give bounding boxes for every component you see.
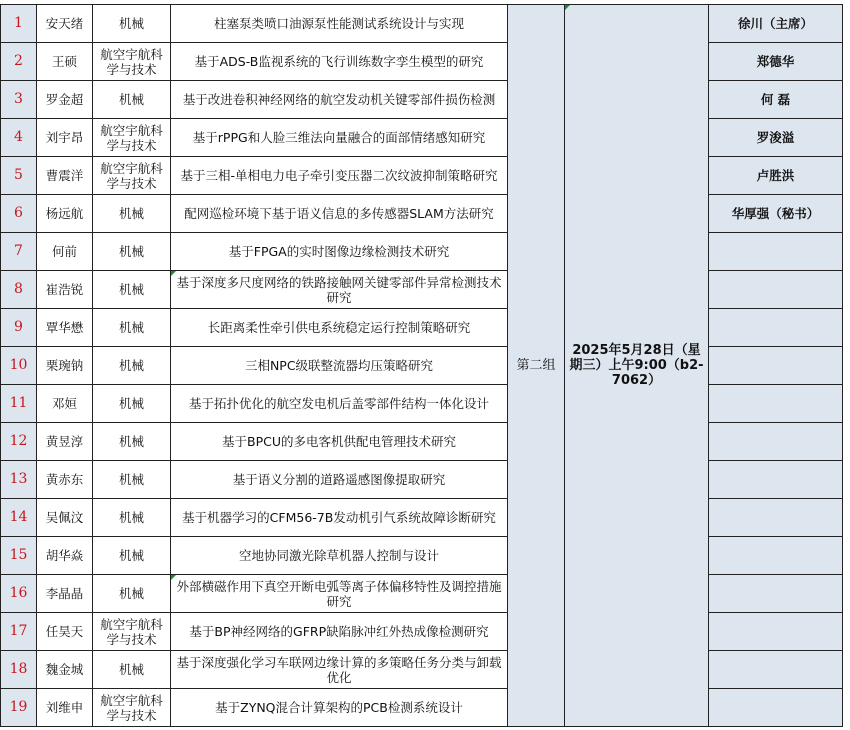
thesis-title-cell[interactable]: 基于ADS-B监视系统的飞行训练数字孪生模型的研究 (171, 43, 508, 81)
student-name-cell[interactable]: 胡华焱 (37, 537, 93, 575)
table-row (1, 233, 843, 271)
committee-member-cell[interactable] (709, 385, 843, 423)
defense-schedule-table (0, 4, 843, 727)
row-number-cell[interactable]: 8 (1, 271, 37, 309)
table-row (1, 119, 843, 157)
committee-member-cell[interactable]: 何 磊 (709, 81, 843, 119)
thesis-title-cell[interactable]: 基于FPGA的实时图像边缘检测技术研究 (171, 233, 508, 271)
student-name-cell[interactable]: 刘宇昂 (37, 119, 93, 157)
row-number-cell[interactable]: 2 (1, 43, 37, 81)
student-name-cell[interactable]: 罗金超 (37, 81, 93, 119)
committee-member-cell[interactable]: 徐川（主席） (709, 5, 843, 43)
table-row (1, 309, 843, 347)
table-row (1, 689, 843, 727)
table-row (1, 81, 843, 119)
thesis-title-cell[interactable]: 基于ZYNQ混合计算架构的PCB检测系统设计 (171, 689, 508, 727)
student-name-cell[interactable]: 李晶晶 (37, 575, 93, 613)
row-number-cell[interactable]: 14 (1, 499, 37, 537)
major-cell[interactable]: 机械 (93, 81, 171, 119)
committee-member-cell[interactable] (709, 347, 843, 385)
row-number-cell[interactable]: 18 (1, 651, 37, 689)
thesis-title-cell[interactable]: 配网巡检环境下基于语义信息的多传感器SLAM方法研究 (171, 195, 508, 233)
committee-member-cell[interactable] (709, 309, 843, 347)
row-number-cell[interactable]: 19 (1, 689, 37, 727)
student-name-cell[interactable]: 黄赤东 (37, 461, 93, 499)
row-number-cell[interactable]: 17 (1, 613, 37, 651)
row-number-cell[interactable]: 10 (1, 347, 37, 385)
student-name-cell[interactable]: 吴佩汶 (37, 499, 93, 537)
row-number-cell[interactable]: 11 (1, 385, 37, 423)
table-row (1, 423, 843, 461)
thesis-title-cell[interactable]: 基于三相-单相电力电子牵引变压器二次纹波抑制策略研究 (171, 157, 508, 195)
major-cell[interactable]: 机械 (93, 385, 171, 423)
table-row (1, 613, 843, 651)
row-number-cell[interactable]: 13 (1, 461, 37, 499)
major-cell[interactable]: 机械 (93, 5, 171, 43)
thesis-title-cell[interactable]: 空地协同激光除草机器人控制与设计 (171, 537, 508, 575)
row-number-cell[interactable]: 4 (1, 119, 37, 157)
committee-member-cell[interactable] (709, 461, 843, 499)
committee-member-cell[interactable]: 郑德华 (709, 43, 843, 81)
row-number-cell[interactable]: 15 (1, 537, 37, 575)
student-name-cell[interactable]: 崔浩锐 (37, 271, 93, 309)
committee-member-cell[interactable] (709, 537, 843, 575)
student-name-cell[interactable]: 安天绪 (37, 5, 93, 43)
table-row (1, 651, 843, 689)
major-cell[interactable]: 机械 (93, 195, 171, 233)
student-name-cell[interactable]: 杨远航 (37, 195, 93, 233)
student-name-cell[interactable]: 何前 (37, 233, 93, 271)
student-name-cell[interactable]: 曹震洋 (37, 157, 93, 195)
committee-member-cell[interactable]: 华厚强（秘书） (709, 195, 843, 233)
thesis-title-cell[interactable]: 基于改进卷积神经网络的航空发动机关键零部件损伤检测 (171, 81, 508, 119)
committee-member-cell[interactable] (709, 499, 843, 537)
major-cell[interactable]: 机械 (93, 347, 171, 385)
committee-member-cell[interactable] (709, 575, 843, 613)
table-row (1, 157, 843, 195)
student-name-cell[interactable]: 覃华懋 (37, 309, 93, 347)
committee-member-cell[interactable] (709, 423, 843, 461)
committee-member-cell[interactable] (709, 613, 843, 651)
major-cell[interactable]: 机械 (93, 461, 171, 499)
committee-member-cell[interactable] (709, 689, 843, 727)
major-cell[interactable]: 机械 (93, 499, 171, 537)
thesis-title-cell[interactable]: 基于语义分割的道路遥感图像提取研究 (171, 461, 508, 499)
thesis-title-cell[interactable]: 基于机器学习的CFM56-7B发动机引气系统故障诊断研究 (171, 499, 508, 537)
table-row (1, 5, 843, 43)
student-name-cell[interactable]: 黄昱淳 (37, 423, 93, 461)
row-number-cell[interactable]: 7 (1, 233, 37, 271)
major-cell[interactable]: 航空宇航科学与技术 (93, 157, 171, 195)
table-row (1, 195, 843, 233)
committee-member-cell[interactable] (709, 271, 843, 309)
thesis-title-cell[interactable]: 柱塞泵类喷口油源泵性能测试系统设计与实现 (171, 5, 508, 43)
defense-time-cell[interactable]: 2025年5月28日（星期三）上午9:00（b2-7062） (565, 5, 709, 727)
thesis-title-cell[interactable]: 基于BP神经网络的GFRP缺陷脉冲红外热成像检测研究 (171, 613, 508, 651)
row-number-cell[interactable]: 16 (1, 575, 37, 613)
student-name-cell[interactable]: 王硕 (37, 43, 93, 81)
group-cell[interactable]: 第二组 (508, 5, 565, 727)
student-name-cell[interactable]: 刘维申 (37, 689, 93, 727)
table-row (1, 499, 843, 537)
thesis-title-cell[interactable]: 基于深度强化学习车联网边缘计算的多策略任务分类与卸载优化 (171, 651, 508, 689)
table-row (1, 43, 843, 81)
committee-member-cell[interactable]: 罗浚溢 (709, 119, 843, 157)
student-name-cell[interactable]: 任昊天 (37, 613, 93, 651)
thesis-title-cell[interactable]: 三相NPC级联整流器均压策略研究 (171, 347, 508, 385)
thesis-title-cell[interactable]: 外部横磁作用下真空开断电弧等离子体偏移特性及调控措施研究 (171, 575, 508, 613)
major-cell[interactable]: 机械 (93, 575, 171, 613)
major-cell[interactable]: 机械 (93, 271, 171, 309)
major-cell[interactable]: 航空宇航科学与技术 (93, 119, 171, 157)
row-number-cell[interactable]: 9 (1, 309, 37, 347)
row-number-cell[interactable]: 6 (1, 195, 37, 233)
table-row (1, 537, 843, 575)
committee-member-cell[interactable]: 卢胜洪 (709, 157, 843, 195)
thesis-title-cell[interactable]: 基于rPPG和人脸三维法向量融合的面部情绪感知研究 (171, 119, 508, 157)
major-cell[interactable]: 机械 (93, 233, 171, 271)
major-cell[interactable]: 机械 (93, 423, 171, 461)
thesis-title-cell[interactable]: 长距离柔性牵引供电系统稳定运行控制策略研究 (171, 309, 508, 347)
major-cell[interactable]: 航空宇航科学与技术 (93, 689, 171, 727)
thesis-title-cell[interactable]: 基于深度多尺度网络的铁路接触网关键零部件异常检测技术研究 (171, 271, 508, 309)
table-body (1, 5, 843, 727)
thesis-title-cell[interactable]: 基于拓扑优化的航空发电机后盖零部件结构一体化设计 (171, 385, 508, 423)
table-row (1, 575, 843, 613)
table-row (1, 385, 843, 423)
committee-member-cell[interactable] (709, 651, 843, 689)
table-row (1, 271, 843, 309)
row-number-cell[interactable]: 1 (1, 5, 37, 43)
row-number-cell[interactable]: 12 (1, 423, 37, 461)
thesis-title-cell[interactable]: 基于BPCU的多电客机供配电管理技术研究 (171, 423, 508, 461)
major-cell[interactable]: 航空宇航科学与技术 (93, 613, 171, 651)
table-row (1, 461, 843, 499)
major-cell[interactable]: 机械 (93, 651, 171, 689)
major-cell[interactable]: 机械 (93, 309, 171, 347)
row-number-cell[interactable]: 3 (1, 81, 37, 119)
student-name-cell[interactable]: 栗琬钠 (37, 347, 93, 385)
student-name-cell[interactable]: 邓姮 (37, 385, 93, 423)
major-cell[interactable]: 机械 (93, 537, 171, 575)
student-name-cell[interactable]: 魏金城 (37, 651, 93, 689)
table-row (1, 347, 843, 385)
committee-member-cell[interactable] (709, 233, 843, 271)
row-number-cell[interactable]: 5 (1, 157, 37, 195)
major-cell[interactable]: 航空宇航科学与技术 (93, 43, 171, 81)
